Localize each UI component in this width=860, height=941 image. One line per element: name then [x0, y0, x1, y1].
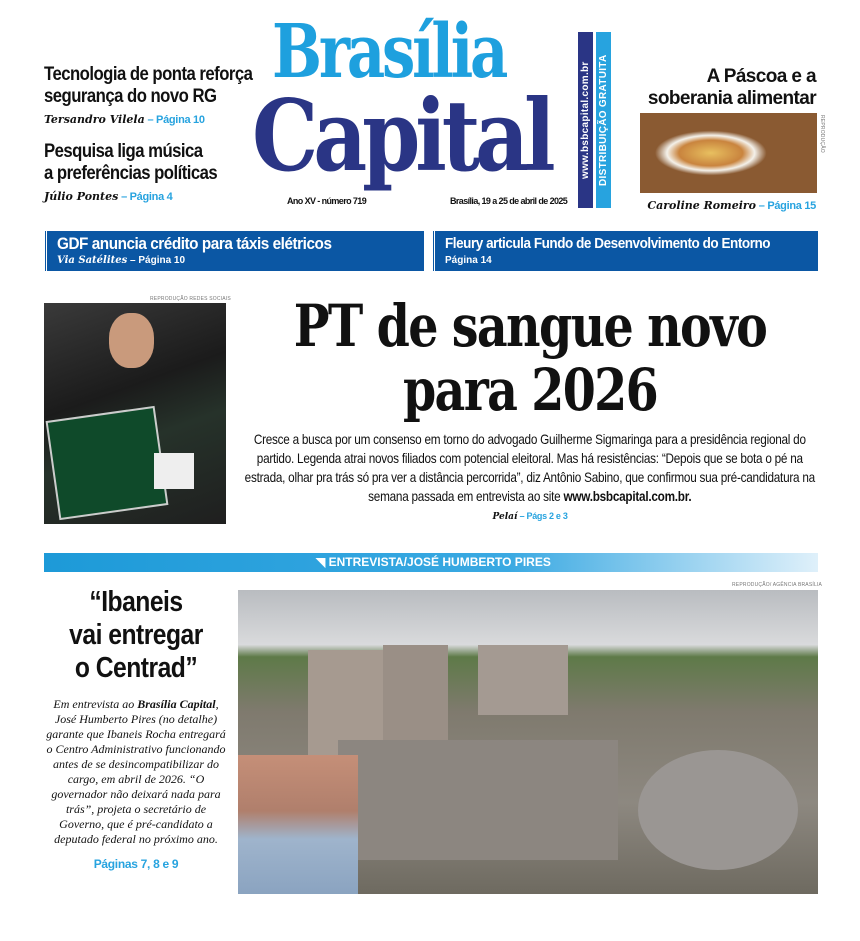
teaser-page: – Página 4: [118, 191, 173, 203]
teaser-author: Caroline Romeiro: [647, 199, 756, 212]
teaser-headline: Pesquisa liga música: [44, 141, 203, 162]
teaser-page: – Página 15: [756, 200, 816, 212]
teaser-page: – Página 10: [144, 114, 205, 126]
website-bar[interactable]: www.bsbcapital.com.br: [578, 32, 593, 208]
bar-headline: GDF anuncia crédito para táxis elétricos: [57, 234, 332, 253]
teaser-headline: segurança do novo RG: [44, 86, 217, 107]
interview-column: [44, 586, 228, 871]
centrad-photo: [238, 590, 818, 894]
headline-line: o Centrad”: [74, 652, 198, 684]
teaser-rg[interactable]: [44, 64, 259, 127]
teaser-headline: a preferências políticas: [44, 163, 218, 184]
photo-credit: REPRODUÇÃO: [819, 115, 825, 153]
headline-line: vai entregar: [69, 619, 203, 651]
lead-page: – Págs 2 e 3: [517, 511, 568, 521]
food-photo: [640, 113, 817, 193]
photo-credit: REPRODUÇÃO REDES SOCIAIS: [150, 296, 231, 302]
teaser-headline: A Páscoa e a: [706, 66, 816, 87]
lead-headline-line: PT de sangue novo: [293, 292, 767, 360]
photo-credit: REPRODUÇÃO/ AGÊNCIA BRASÍLIA: [732, 582, 823, 588]
interview-pages[interactable]: Páginas 7, 8 e 9: [93, 857, 179, 871]
triangle-icon: ◥: [316, 555, 329, 569]
edition-number: Ano XV - número 719: [287, 196, 367, 206]
teaser-author: Tersandro Vilela: [44, 113, 145, 126]
teaser-author: Júlio Pontes: [44, 190, 119, 203]
teaser-pascoa[interactable]: [648, 66, 816, 110]
lead-body-text: Cresce a busca por um consenso em torno do advogado Guilherme Sigmaringa para a presidência regional do partido. Legenda atrai novos filiados com potencial eleitoral. Mas há resistências: “Depois que se bota o pé na estrada, olhar pra trás só pra ver a distância percorrida”, diz Antônio Sabino, que confirmou sua pré-candidatura na semana passada em entrevista ao site: [244, 431, 815, 504]
lead-photo: [44, 303, 226, 524]
teaser-musica[interactable]: [44, 141, 259, 204]
left-teasers: [44, 64, 259, 204]
bar-page: Página 14: [445, 255, 492, 266]
logo-capital: Capital: [252, 79, 551, 194]
body-bold: Brasília Capital: [137, 697, 216, 711]
lead-author: Pelaí: [492, 512, 518, 522]
section-label: ENTREVISTA/JOSÉ HUMBERTO PIRES: [328, 555, 551, 569]
bar-page: – Página 10: [127, 255, 186, 266]
bar-section: Via Satélites: [57, 255, 128, 266]
interview-body: [44, 697, 228, 847]
lead-byline: [240, 509, 820, 523]
issue-date: Brasília, 19 a 25 de abril de 2025: [450, 196, 568, 206]
section-bar: [44, 553, 818, 572]
bar-taxis[interactable]: [44, 231, 424, 271]
body-text: Em entrevista ao: [53, 697, 138, 711]
body-text: , José Humberto Pires (no detalhe) garante que Ibaneis Rocha entregará o Centro Administrativo funcionando antes de se desincompatibilizar do cargo, em abril de 2026. “O governador não deixará nada para trás”, projeta o secretário de Governo, que é pré-candidato a deputado federal no próximo ano.: [46, 697, 226, 846]
teaser-headline: soberania alimentar: [647, 88, 816, 109]
lead-story: [240, 294, 820, 523]
bar-headline: Fleury articula Fundo de Desenvolvimento do Entorno: [445, 235, 771, 252]
site-link[interactable]: www.bsbcapital.com.br.: [563, 488, 692, 504]
distribution-bar: DISTRIBUIÇÃO GRATUITA: [596, 32, 611, 208]
interview-headline[interactable]: [44, 586, 228, 685]
lead-headline-line: para 2026: [402, 356, 658, 424]
teaser-byline: [647, 198, 816, 213]
teaser-headline: Tecnologia de ponta reforça: [44, 64, 253, 85]
lead-body: [240, 430, 820, 506]
bar-fleury[interactable]: [432, 231, 818, 271]
lead-headline[interactable]: [240, 294, 820, 422]
logo-brasilia: Brasília: [272, 9, 506, 95]
headline-line: “Ibaneis: [89, 586, 183, 618]
